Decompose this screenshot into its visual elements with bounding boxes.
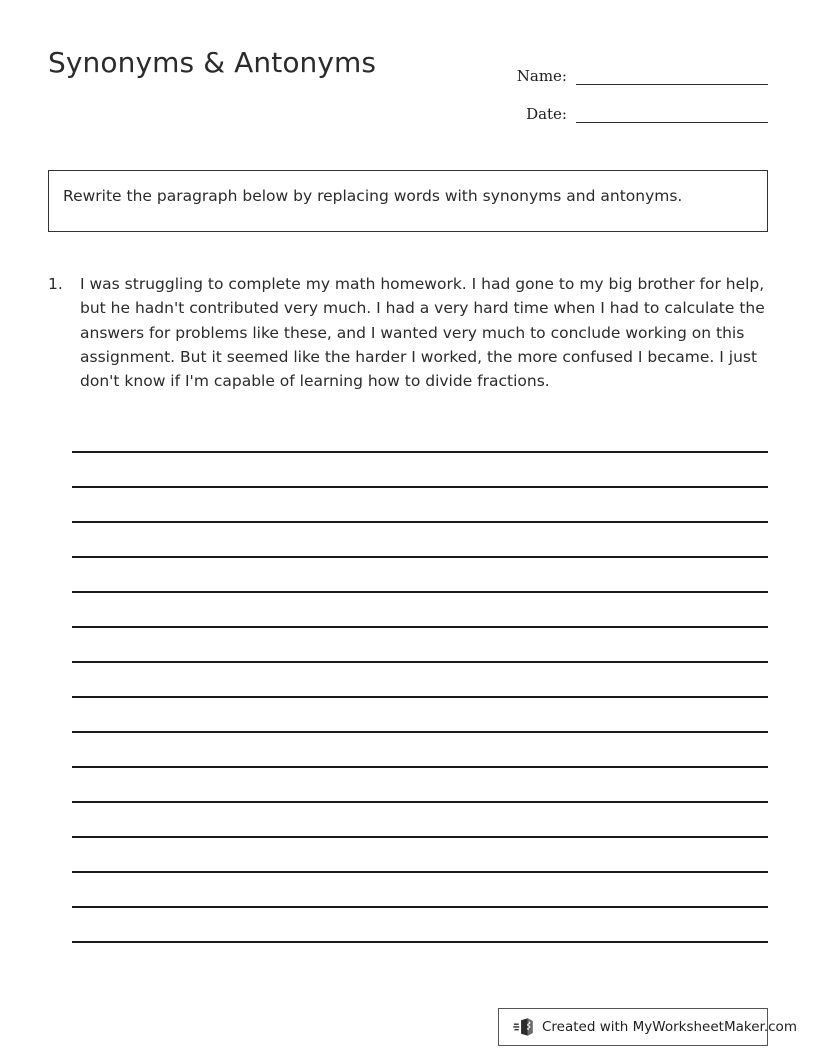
instruction-box	[48, 170, 768, 232]
answer-writing-lines[interactable]	[72, 444, 768, 969]
writing-line[interactable]	[72, 934, 768, 969]
page-title: Synonyms & Antonyms	[48, 46, 377, 79]
writing-line[interactable]	[72, 479, 768, 514]
date-field-row	[516, 88, 768, 126]
date-input[interactable]	[576, 122, 768, 123]
writing-line[interactable]	[72, 549, 768, 584]
name-field-label: Name:	[516, 67, 567, 85]
writing-line[interactable]	[72, 759, 768, 794]
name-date-block	[516, 50, 768, 126]
writing-line[interactable]	[72, 444, 768, 479]
writing-line[interactable]	[72, 724, 768, 759]
name-input[interactable]	[576, 84, 768, 85]
date-field-label: Date:	[526, 105, 567, 123]
writing-line[interactable]	[72, 829, 768, 864]
writing-line[interactable]	[72, 794, 768, 829]
name-field-row	[516, 50, 768, 88]
writing-line[interactable]	[72, 864, 768, 899]
writing-line[interactable]	[72, 619, 768, 654]
question-number: 1.	[48, 275, 63, 293]
writing-line[interactable]	[72, 584, 768, 619]
myworksheetmaker-logo-icon	[513, 1016, 535, 1038]
writing-line[interactable]	[72, 899, 768, 934]
question-item	[48, 272, 770, 393]
footer-badge[interactable]	[498, 1008, 797, 1046]
question-text: I was struggling to complete my math homework. I had gone to my big brother for help, but he hadn't contributed very much. I had a very hard time when I had to calculate the answers for problems like these, and I wanted very much to conclude working on this assignment. But it seemed like the harder I worked, the more confused I became. I just don't know if I'm capable of learning how to divide fractions.	[80, 275, 765, 391]
instruction-text: Rewrite the paragraph below by replacing words with synonyms and antonyms.	[63, 187, 683, 205]
footer-credit-text: Created with MyWorksheetMaker.com	[542, 1019, 797, 1035]
writing-line[interactable]	[72, 689, 768, 724]
writing-line[interactable]	[72, 654, 768, 689]
writing-line[interactable]	[72, 514, 768, 549]
